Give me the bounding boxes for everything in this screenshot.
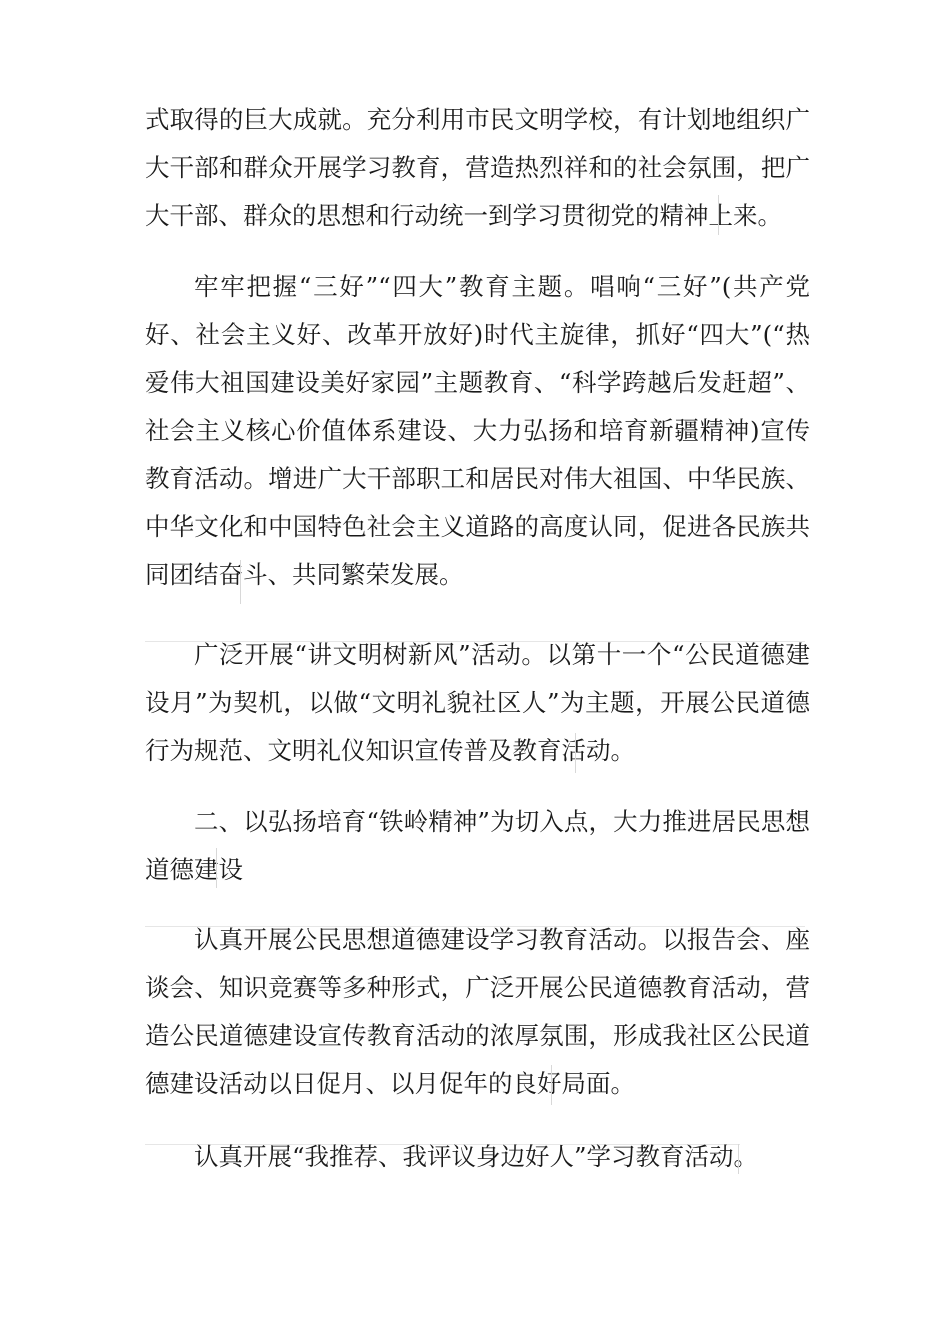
paragraph-2: 牢牢把握“三好”“四大”教育主题。唱响“三好”(共产党好、社会主义好、改革开放好)时代主旋律，抓好“四大”(“热爱伟大祖国建设美好家园”主题教育、“科学跨越后发赶超”、社会主义核心价值体系建设、大力弘扬和培育新疆精神)宣传教育活动。增进广大干部职工和居民对伟大祖国、中华民族、中华文化和中国特色社会主义道路的高度认同，促进各民族共同团结奋斗、共同繁荣发展。: [145, 272, 810, 589]
layout-guide: [738, 1144, 739, 1174]
layout-guide: [575, 733, 576, 773]
paragraph-1: 式取得的巨大成就。充分利用市民文明学校，有计划地组织广大干部和群众开展学习教育，营造热烈祥和的社会氛围，把广大干部、群众的思想和行动统一到学习贯彻党的精神上来。: [145, 105, 810, 230]
paragraph-4: 认真开展公民思想道德建设学习教育活动。以报告会、座谈会、知识竞赛等多种形式，广泛开展公民道德教育活动，营造公民道德建设宣传教育活动的浓厚氛围，形成我社区公民道德建设活动以日促月、以月促年的良好局面。: [145, 925, 810, 1098]
section-heading-2: 二、以弘扬培育“铁岭精神”为切入点，大力推进居民思想道德建设: [145, 807, 810, 884]
paragraph-5: 认真开展“我推荐、我评议身边好人”学习教育活动。: [194, 1142, 759, 1171]
layout-guide: [240, 560, 241, 604]
layout-guide: [551, 1065, 552, 1105]
layout-guide: [718, 195, 719, 235]
paragraph-3: 广泛开展“讲文明树新风”活动。以第十一个“公民道德建设月”为契机，以做“文明礼貌社区人”为主题，开展公民道德行为规范、文明礼仪知识宣传普及教育活动。: [145, 640, 810, 765]
layout-guide: [216, 848, 217, 888]
